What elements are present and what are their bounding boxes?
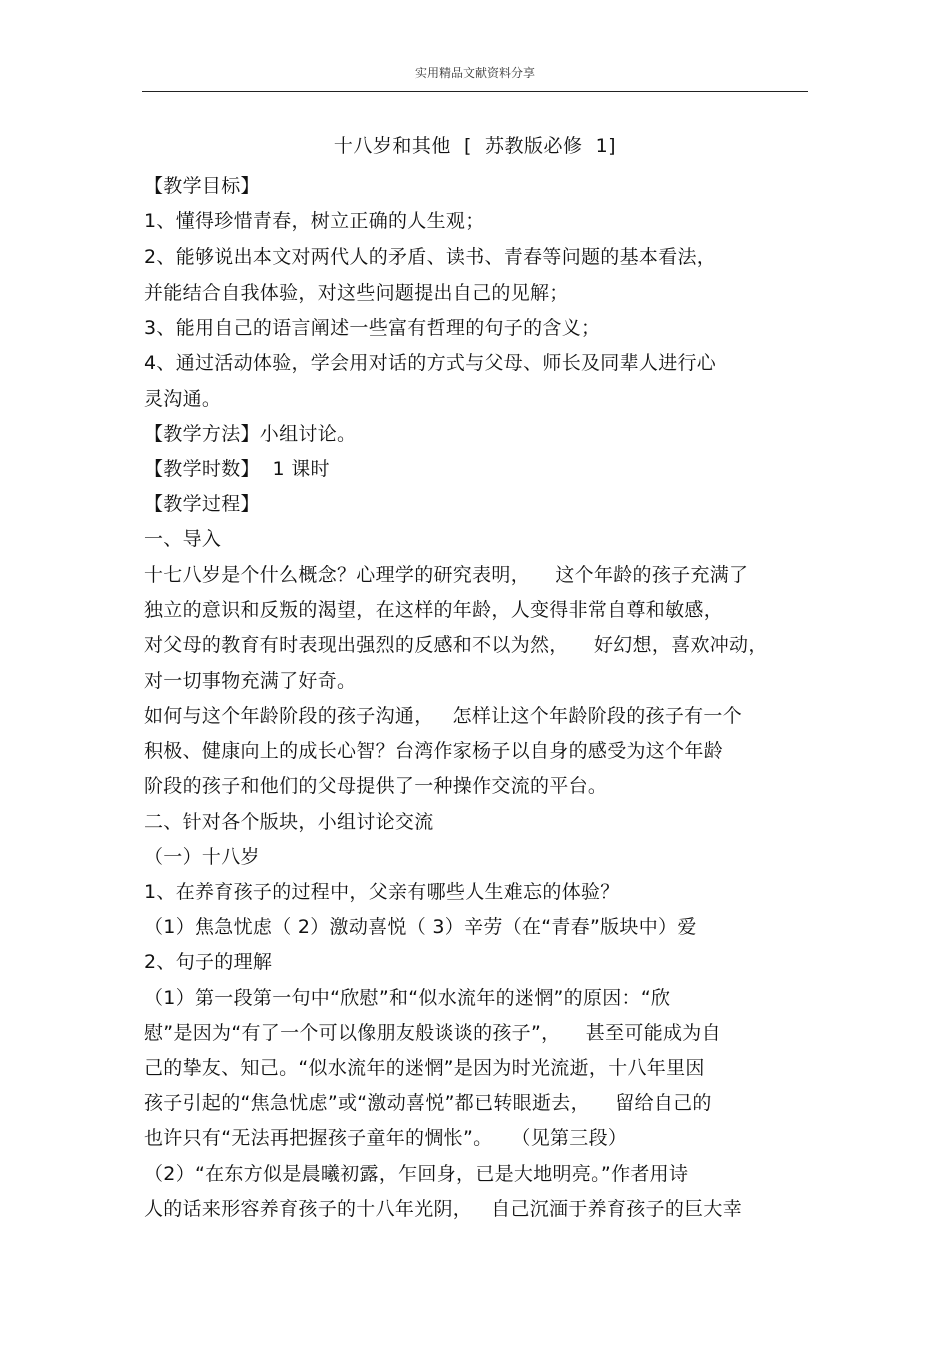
text-line: 2、句子的理解: [144, 951, 273, 973]
text-line: 人的话来形容养育孩子的十八年光阴， 自己沉湎于养育孩子的巨大幸: [144, 1198, 743, 1220]
text-line: 3、能用自己的语言阐述一些富有哲理的句子的含义；: [144, 317, 601, 339]
text-line: （2）“在东方似是晨曦初露，乍回身，已是大地明亮。”作者用诗: [144, 1163, 689, 1185]
text-line: 4、通过活动体验，学会用对话的方式与父母、师长及同辈人进行心: [144, 352, 717, 374]
text-line: 如何与这个年龄阶段的孩子沟通， 怎样让这个年龄阶段的孩子有一个: [144, 705, 743, 727]
text-line: 【教学方法】小组讨论。: [144, 423, 357, 445]
text-line: 对一切事物充满了好奇。: [144, 670, 357, 692]
text-line: （1）第一段第一句中“欣慰”和“似水流年的迷惘”的原因：“欣: [144, 987, 671, 1009]
text-line: 1、懂得珍惜青春，树立正确的人生观；: [144, 210, 485, 232]
text-line: 【教学过程】: [144, 493, 260, 515]
header-divider: [142, 91, 808, 92]
text-line: 2、能够说出本文对两代人的矛盾、读书、青春等问题的基本看法，: [144, 246, 717, 268]
page-header: 实用精品文献资料分享: [414, 66, 535, 80]
text-line: 积极、健康向上的成长心智？台湾作家杨子以自身的感受为这个年龄: [144, 740, 724, 762]
text-line: 1、在养育孩子的过程中，父亲有哪些人生难忘的体验？: [144, 881, 620, 903]
text-line: 【教学时数】 1 课时: [144, 458, 330, 480]
text-line: 慰”是因为“有了一个可以像朋友般谈谈的孩子”， 甚至可能成为自: [144, 1022, 721, 1044]
text-line: 一、导入: [144, 528, 222, 550]
text-line: （一）十八岁: [144, 846, 260, 868]
text-line: 十七八岁是个什么概念？心理学的研究表明， 这个年龄的孩子充满了: [144, 564, 749, 586]
text-line: 己的挚友、知己。“似水流年的迷惘”是因为时光流逝，十八年里因: [144, 1057, 705, 1079]
text-line: 【教学目标】: [144, 175, 260, 197]
text-line: 独立的意识和反叛的渴望，在这样的年龄，人变得非常自尊和敏感，: [144, 599, 724, 621]
text-line: 阶段的孩子和他们的父母提供了一种操作交流的平台。: [144, 775, 608, 797]
text-line: 灵沟通。: [144, 388, 222, 410]
text-line: 二、针对各个版块，小组讨论交流: [144, 811, 434, 833]
text-line: 并能结合自我体验，对这些问题提出自己的见解；: [144, 282, 569, 304]
document-title: 十八岁和其他 [ 苏教版必修 1]: [333, 135, 617, 157]
text-line: 孩子引起的“焦急忧虑”或“激动喜悦”都已转眼逝去， 留给自己的: [144, 1092, 712, 1114]
text-line: 对父母的教育有时表现出强烈的反感和不以为然， 好幻想，喜欢冲动，: [144, 634, 768, 656]
text-line: 也许只有“无法再把握孩子童年的惆怅”。 （见第三段）: [144, 1127, 628, 1149]
text-line: （1）焦急忧虑（ 2）激动喜悦（ 3）辛劳（在“青春”版块中）爱: [144, 916, 697, 938]
